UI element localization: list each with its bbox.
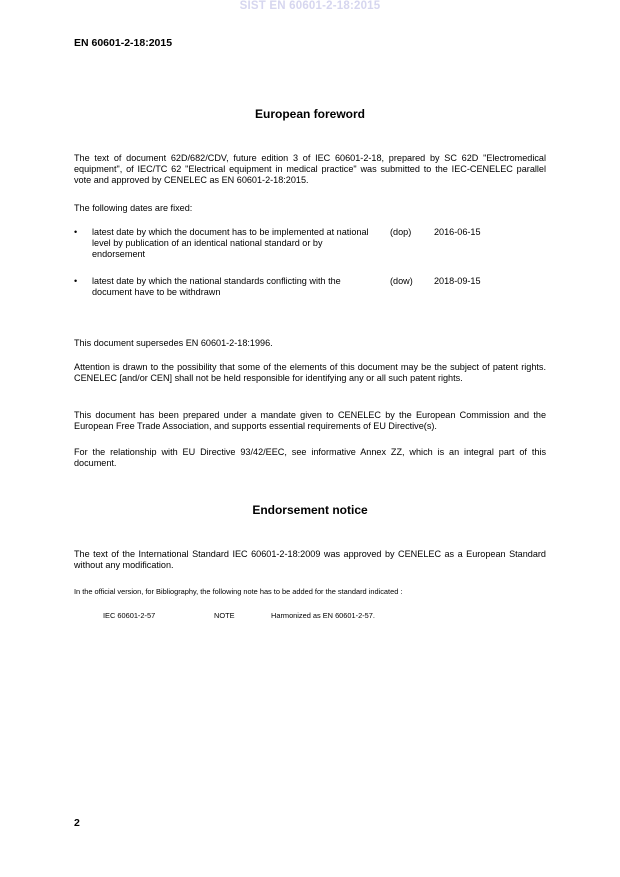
endorsement-title: Endorsement notice xyxy=(252,503,368,517)
note-text: Harmonized as EN 60601-2-57. xyxy=(271,611,375,620)
page-number: 2 xyxy=(74,817,80,829)
date-item-code: (dop) xyxy=(390,227,412,237)
foreword-intro-paragraph: The text of document 62D/682/CDV, future edition 3 of IEC 60601-2-18, prepared by SC 62D "Electromedical equipment", of IEC/TC 62 "Electrical equipment in medical practice" was submitted to the IEC-CENELEC parallel vote and approved by CENELEC as EN 60601-2-18:2015. xyxy=(74,153,546,185)
bullet-icon: • xyxy=(74,227,78,237)
foreword-title: European foreword xyxy=(254,107,365,121)
mandate-paragraph: This document has been prepared under a mandate given to CENELEC by the European Commission and the European Free Trade Association, and supports essential requirements of EU Directive(s). xyxy=(74,410,546,431)
date-item-code: (dow) xyxy=(390,276,413,286)
endorsement-paragraph: The text of the International Standard IEC 60601-2-18:2009 was approved by CENELEC as a European Standard without any modification. xyxy=(74,549,546,570)
date-item-text: latest date by which the national standards conflicting with the document have to be withdrawn xyxy=(92,276,341,297)
bullet-icon: • xyxy=(74,276,78,286)
note-label: NOTE xyxy=(214,611,235,620)
supersedes-paragraph: This document supersedes EN 60601-2-18:1996. xyxy=(74,338,273,348)
date-item-dow xyxy=(74,276,546,300)
watermark: SIST EN 60601-2-18:2015 xyxy=(239,0,381,12)
directive-paragraph: For the relationship with EU Directive 93/42/EEC, see informative Annex ZZ, which is an integral part of this document. xyxy=(74,447,546,468)
official-version-note: In the official version, for Bibliography, the following note has to be added for the standard indicated : xyxy=(74,587,403,596)
dates-intro: The following dates are fixed: xyxy=(74,203,193,213)
document-id-header: EN 60601-2-18:2015 xyxy=(74,37,173,49)
note-standard: IEC 60601-2-57 xyxy=(103,611,156,620)
patent-paragraph: Attention is drawn to the possibility that some of the elements of this document may be the subject of patent rights. CENELEC [and/or CEN] shall not be held responsible for identifying any or all such patent rights. xyxy=(74,362,546,383)
date-item-date: 2018-09-15 xyxy=(434,276,481,286)
date-item-dop xyxy=(74,227,546,263)
date-item-date: 2016-06-15 xyxy=(434,227,481,237)
date-item-text: latest date by which the document has to be implemented at national level by publication of an identical national standard or by endorsement xyxy=(92,227,369,259)
